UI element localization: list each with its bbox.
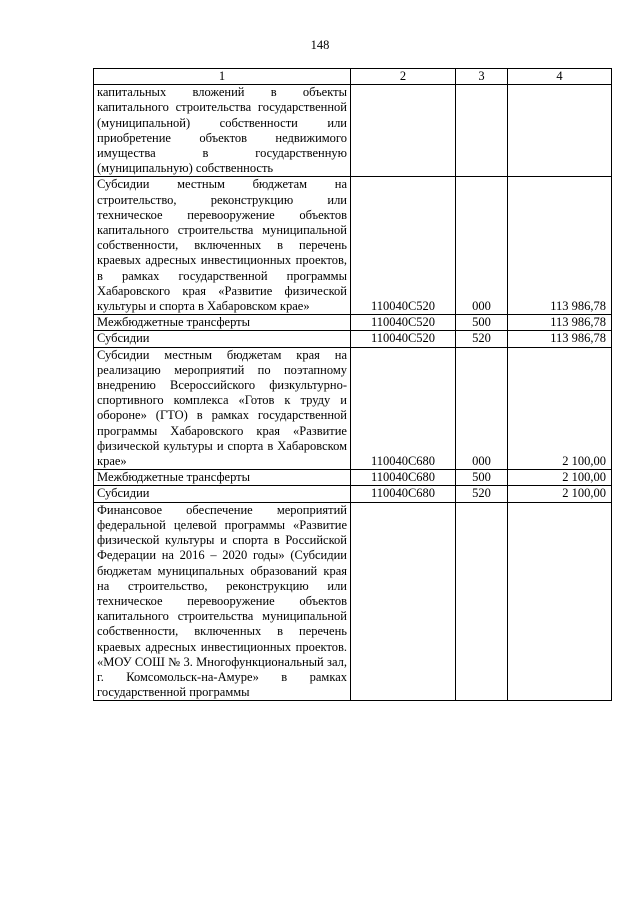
row-expense-type: 000 — [456, 177, 508, 315]
table-row — [94, 486, 612, 502]
row-target-code: 110040С680 — [351, 470, 456, 486]
row-amount: 113 986,78 — [508, 177, 612, 315]
budget-table — [93, 68, 612, 701]
table-row — [94, 347, 612, 470]
row-description: Субсидии местным бюджетам края на реализацию мероприятий по поэтапному внедрению Всероссийского физкультурно-спортивного комплекса «Готов к труду и обороне» (ГТО) в рамках государственной программы Хабаровского края «Развитие физической культуры и спорта в Хабаровском крае» — [94, 347, 351, 470]
row-amount: 113 986,78 — [508, 331, 612, 347]
row-amount: 2 100,00 — [508, 486, 612, 502]
table-row — [94, 331, 612, 347]
table-row — [94, 315, 612, 331]
row-description: Субсидии — [94, 331, 351, 347]
row-target-code: 110040С680 — [351, 486, 456, 502]
row-amount: 113 986,78 — [508, 315, 612, 331]
row-expense-type: 500 — [456, 470, 508, 486]
page-number: 148 — [310, 38, 330, 52]
row-target-code — [351, 85, 456, 177]
row-amount: 2 100,00 — [508, 470, 612, 486]
row-description: Финансовое обеспечение мероприятий федеральной целевой программы «Развитие физической культуры и спорта в Российской Федерации на 2016 – 2020 годы» (Субсидии бюджетам муниципальных образований края на строительство, реконструкцию или техническое перевооружение объектов капитального строительства муниципальной собственности, включенных в перечень краевых адресных инвестиционных проектов. «МОУ СОШ № 3. Многофункциональный зал, г. Комсомольск-на-Амуре» в рамках государственной программы — [94, 502, 351, 701]
table-row — [94, 502, 612, 701]
row-expense-type: 520 — [456, 486, 508, 502]
row-description: капитальных вложений в объекты капитального строительства государственной (муниципальной) собственности или приобретение объектов недвижимого имущества в государственную (муниципальную) собственность — [94, 85, 351, 177]
column-header: 2 — [351, 69, 456, 85]
row-description: Субсидии местным бюджетам на строительство, реконструкцию или техническое перевооружение объектов капитального строительства муниципальной собственности, включенных в перечень краевых адресных инвестиционных проектов, в рамках государственной программы Хабаровского края «Развитие физической культуры и спорта в Хабаровском крае» — [94, 177, 351, 315]
row-amount: 2 100,00 — [508, 347, 612, 470]
column-header: 1 — [94, 69, 351, 85]
row-description: Межбюджетные трансферты — [94, 470, 351, 486]
row-amount — [508, 85, 612, 177]
row-expense-type: 000 — [456, 347, 508, 470]
column-header: 3 — [456, 69, 508, 85]
row-description: Субсидии — [94, 486, 351, 502]
row-expense-type: 500 — [456, 315, 508, 331]
row-target-code: 110040С520 — [351, 315, 456, 331]
row-amount — [508, 502, 612, 701]
row-expense-type — [456, 85, 508, 177]
table-row — [94, 177, 612, 315]
row-target-code: 110040С520 — [351, 331, 456, 347]
row-expense-type: 520 — [456, 331, 508, 347]
table-row — [94, 85, 612, 177]
table-header-row — [94, 69, 612, 85]
row-target-code: 110040С520 — [351, 177, 456, 315]
row-target-code: 110040С680 — [351, 347, 456, 470]
table-row — [94, 470, 612, 486]
row-expense-type — [456, 502, 508, 701]
row-description: Межбюджетные трансферты — [94, 315, 351, 331]
column-header: 4 — [508, 69, 612, 85]
row-target-code — [351, 502, 456, 701]
